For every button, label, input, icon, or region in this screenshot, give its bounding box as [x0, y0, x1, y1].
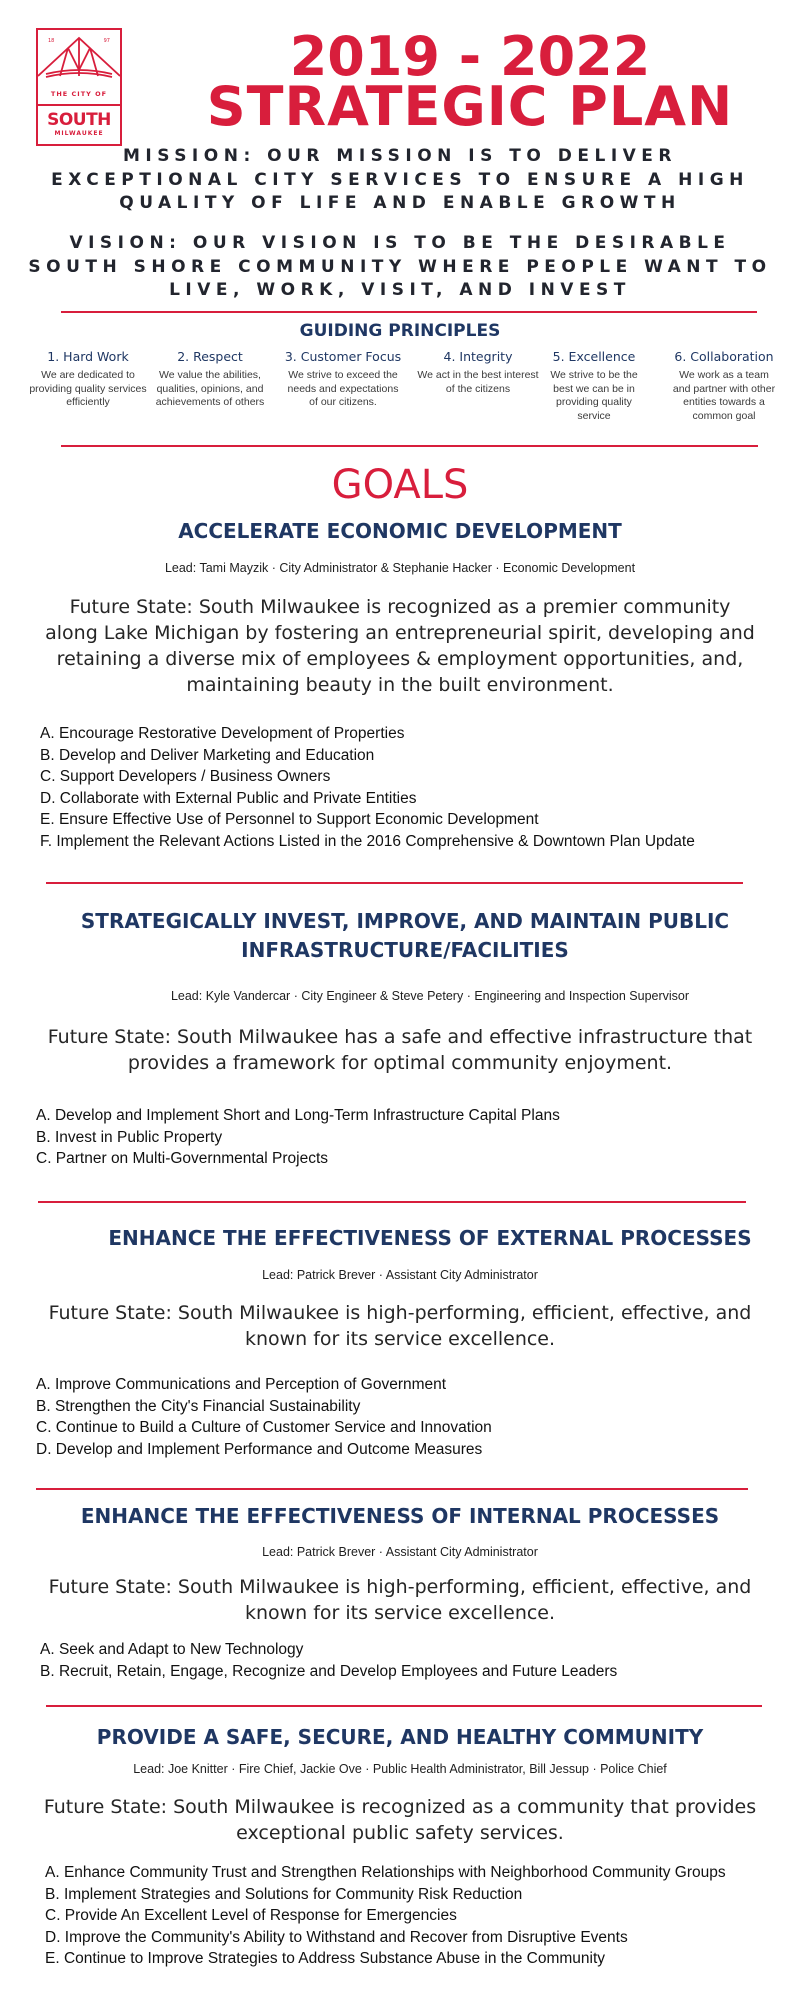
objective-item: B. Develop and Deliver Marketing and Education: [40, 746, 375, 764]
goal-heading: ACCELERATE ECONOMIC DEVELOPMENT: [178, 519, 622, 543]
mission-line: MISSION: OUR MISSION IS TO DELIVER: [122, 146, 678, 166]
logo-city-of: THE CITY OF: [50, 90, 108, 98]
principle-title: 2. Respect: [177, 349, 243, 364]
objective-item: D. Improve the Community's Ability to Withstand and Recover from Disruptive Events: [45, 1928, 628, 1946]
guiding-principles-title: GUIDING PRINCIPLES: [299, 321, 501, 341]
goal-objectives: [45, 1862, 785, 1970]
goal-future-state: Future State: South Milwaukee is recognized as a community that provides exceptional public safety services.: [43, 1796, 757, 1844]
goal-future-state: Future State: South Milwaukee is high-performing, efficient, effective, and known for its service excellence.: [48, 1302, 752, 1350]
objective-item: C. Continue to Build a Culture of Customer Service and Innovation: [36, 1419, 492, 1436]
city-logo: [36, 28, 122, 146]
divider: [61, 311, 757, 313]
divider: [38, 1201, 746, 1203]
goal-lead: Lead: Patrick Brever · Assistant City Administrator: [262, 1545, 538, 1559]
objective-item: B. Recruit, Retain, Engage, Recognize and Develop Employees and Future Leaders: [40, 1662, 618, 1680]
objective-item: D. Develop and Implement Performance and Outcome Measures: [36, 1440, 483, 1458]
principle-title: 6. Collaboration: [674, 349, 774, 364]
logo-year-right: 97: [103, 38, 110, 44]
logo-milwaukee: MILWAUKEE: [54, 130, 104, 137]
objective-item: B. Strengthen the City's Financial Sustainability: [36, 1397, 361, 1415]
principle-desc: We work as a team and partner with other entities towards a common goal: [672, 369, 776, 422]
mission-line: EXCEPTIONAL CITY SERVICES TO ENSURE A HIGH: [51, 169, 749, 190]
objective-item: F. Implement the Relevant Actions Listed in the 2016 Comprehensive & Downtown Plan Update: [40, 832, 695, 850]
principle-respect: [149, 349, 271, 410]
goal-heading: ENHANCE THE EFFECTIVENESS OF EXTERNAL PROCESSES: [108, 1226, 752, 1250]
principle-collaboration: [663, 349, 785, 423]
objective-item: E. Continue to Improve Strategies to Address Substance Abuse in the Community: [45, 1950, 606, 1967]
divider: [61, 445, 758, 447]
goal-lead: Lead: Patrick Brever · Assistant City Administrator: [262, 1268, 538, 1282]
objective-item: A. Improve Communications and Perception of Government: [36, 1376, 447, 1393]
principle-title: 4. Integrity: [443, 349, 513, 364]
principle-title: 1. Hard Work: [47, 349, 129, 364]
logo-south: SOUTH: [47, 110, 111, 130]
goal-future-state: Future State: South Milwaukee is recognized as a premier community along Lake Michigan by fostering an entrepreneurial spirit, developing and retaining a diverse mix of employees & employment opportunities, and, maintaining beauty in the built environment.: [45, 596, 755, 696]
divider: [46, 882, 743, 884]
objective-item: A. Encourage Restorative Development of Properties: [40, 725, 405, 742]
vision-line: VISION: OUR VISION IS TO BE THE DESIRABLE: [69, 233, 731, 253]
goal-objectives: [36, 1374, 776, 1460]
principle-customer-focus: [282, 349, 404, 410]
logo-year-left: 18: [48, 38, 55, 44]
mission-statement: [20, 145, 780, 216]
vision-line: LIVE, WORK, VISIT, AND INVEST: [169, 280, 631, 300]
objective-item: E. Ensure Effective Use of Personnel to Support Economic Development: [40, 811, 539, 828]
page-title-plan: STRATEGIC PLAN: [206, 75, 734, 138]
goal-lead: Lead: Kyle Vandercar · City Engineer & Steve Petery · Engineering and Inspection Supervisor: [170, 989, 690, 1003]
objective-item: C. Support Developers / Business Owners: [40, 768, 331, 785]
principle-integrity: [417, 349, 539, 396]
objective-item: B. Invest in Public Property: [36, 1128, 223, 1146]
goals-title: GOALS: [331, 462, 469, 508]
principle-excellence: [534, 349, 654, 423]
divider: [46, 1705, 762, 1707]
objective-item: A. Seek and Adapt to New Technology: [40, 1641, 304, 1658]
mission-line: QUALITY OF LIFE AND ENABLE GROWTH: [119, 193, 681, 213]
principle-desc: We strive to be the best we can be in providing quality service: [550, 369, 638, 422]
principle-desc: We are dedicated to providing quality services efficiently: [29, 369, 147, 408]
objective-item: C. Partner on Multi-Governmental Projects: [36, 1150, 329, 1167]
goal-objectives: [36, 1105, 776, 1170]
principle-title: 3. Customer Focus: [284, 349, 402, 364]
vision-statement: [20, 232, 780, 303]
principle-desc: We act in the best interest of the citizens: [417, 369, 539, 395]
objective-item: B. Implement Strategies and Solutions for Community Risk Reduction: [45, 1885, 523, 1903]
page-title-years: 2019 - 2022: [289, 25, 651, 88]
vision-line: SOUTH SHORE COMMUNITY WHERE PEOPLE WANT TO: [28, 256, 772, 277]
objective-item: A. Enhance Community Trust and Strengthen Relationships with Neighborhood Community Groups: [45, 1864, 726, 1881]
goal-heading: ENHANCE THE EFFECTIVENESS OF INTERNAL PROCESSES: [80, 1504, 720, 1528]
goal-future-state: Future State: South Milwaukee has a safe and effective infrastructure that provides a framework for optimal community enjoyment.: [47, 1026, 753, 1074]
goal-lead: Lead: Joe Knitter · Fire Chief, Jackie Ove · Public Health Administrator, Bill Jessup · Police Chief: [133, 1762, 667, 1776]
objective-item: A. Develop and Implement Short and Long-Term Infrastructure Capital Plans: [36, 1107, 560, 1124]
goal-heading: STRATEGICALLY INVEST, IMPROVE, AND MAINTAIN PUBLIC INFRASTRUCTURE/FACILITIES: [80, 909, 730, 962]
goal-lead: Lead: Tami Mayzik · City Administrator & Stephanie Hacker · Economic Development: [164, 561, 636, 575]
objective-item: C. Provide An Excellent Level of Response for Emergencies: [45, 1907, 457, 1924]
objective-item: D. Collaborate with External Public and Private Entities: [40, 789, 417, 807]
goal-objectives: [40, 1639, 780, 1682]
principle-hard-work: [27, 349, 149, 410]
principle-title: 5. Excellence: [552, 349, 636, 364]
goal-objectives: [40, 723, 780, 852]
divider: [36, 1488, 748, 1490]
goal-future-state: Future State: South Milwaukee is high-performing, efficient, effective, and known for its service excellence.: [48, 1576, 752, 1624]
principle-desc: We strive to exceed the needs and expectations of our citizens.: [287, 369, 399, 408]
principle-desc: We value the abilities, qualities, opinions, and achievements of others: [155, 369, 265, 408]
goal-heading: PROVIDE A SAFE, SECURE, AND HEALTHY COMMUNITY: [96, 1725, 704, 1749]
bridge-roof-icon: [38, 30, 120, 90]
logo-divider: [38, 104, 120, 106]
